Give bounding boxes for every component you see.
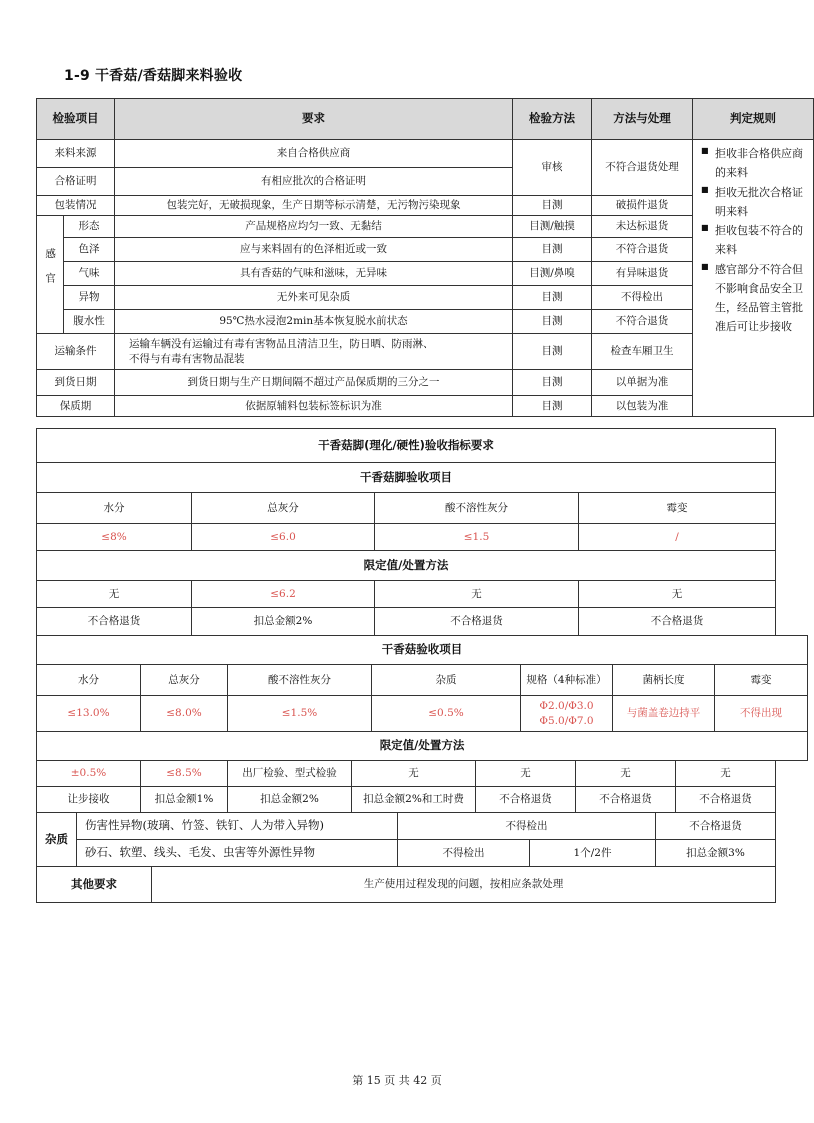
impurity-label: 杂质 xyxy=(37,813,77,867)
cap-handling-action: 不合格退货 xyxy=(476,787,576,813)
stem-handling-limit: ≤6.2 xyxy=(192,581,375,608)
row-package-method: 目测 xyxy=(513,196,592,216)
stem-handling-action: 不合格退货 xyxy=(375,608,579,636)
row-shape-handling: 未达标退货 xyxy=(592,216,693,238)
row-package-name: 包装情况 xyxy=(37,196,115,216)
cap-handling-limit: 无 xyxy=(676,761,776,787)
row-smell-req: 具有香菇的气味和滋味，无异味 xyxy=(115,262,513,286)
cap-limit: 与菌盖卷边持平 xyxy=(613,696,715,732)
stem-indicator-table xyxy=(36,428,776,636)
cap-col: 酸不溶性灰分 xyxy=(228,665,372,696)
stem-limit: ≤1.5 xyxy=(375,524,579,551)
judgement-rules xyxy=(693,140,814,417)
row-color-method: 目测 xyxy=(513,238,592,262)
stem-handling-action: 扣总金额2% xyxy=(192,608,375,636)
cap-handling-limit: 无 xyxy=(576,761,676,787)
row-arrival-handling: 以单据为准 xyxy=(592,370,693,396)
other-text: 生产使用过程发现的问题，按相应条款处理 xyxy=(152,867,776,903)
impurity-external-limit: 不得检出 xyxy=(398,840,530,867)
impurity-external-limit2: 1个/2件 xyxy=(530,840,656,867)
cap-limit: 不得出现 xyxy=(715,696,808,732)
cap-col: 杂质 xyxy=(372,665,521,696)
row-transport-handling: 检查车厢卫生 xyxy=(592,334,693,370)
row-package-handling: 破损件退货 xyxy=(592,196,693,216)
cap-col: 水分 xyxy=(37,665,141,696)
row-shape-name: 形态 xyxy=(64,216,115,238)
row-transport-method: 目测 xyxy=(513,334,592,370)
row-color-req: 应与来料固有的色泽相近或一致 xyxy=(115,238,513,262)
row-foreign-name: 异物 xyxy=(64,286,115,310)
cap-indicator-table xyxy=(36,635,808,761)
impurity-harmful-action: 不合格退货 xyxy=(656,813,776,840)
row-smell-handling: 有异味退货 xyxy=(592,262,693,286)
row-shape-method: 目测/触摸 xyxy=(513,216,592,238)
cap-handling-table xyxy=(36,760,776,813)
row-source-handling: 不符合退货处理 xyxy=(592,140,693,196)
rule-item: ■ 感官部分不符合但不影响食品安全卫生，经品管主管批准后可让步接收 xyxy=(701,260,807,337)
row-arrival-req: 到货日期与生产日期间隔不超过产品保质期的三分之一 xyxy=(115,370,513,396)
row-source-method: 审核 xyxy=(513,140,592,196)
row-shelf-method: 目测 xyxy=(513,396,592,417)
stem-handling-action: 不合格退货 xyxy=(579,608,776,636)
row-shelf-req: 依据原辅料包装标签标识为准 xyxy=(115,396,513,417)
cap-handling-action: 不合格退货 xyxy=(676,787,776,813)
cap-handling-action: 扣总金额1% xyxy=(141,787,228,813)
stem-handling-limit: 无 xyxy=(37,581,192,608)
header-item: 检验项目 xyxy=(37,99,115,140)
row-cert-name: 合格证明 xyxy=(37,168,115,196)
rule-item: ■ 拒收非合格供应商的来料 xyxy=(701,144,807,183)
impurity-harmful-desc: 伤害性异物(玻璃、竹签、铁钉、人为带入异物) xyxy=(77,813,398,840)
sensory-label: 感官 xyxy=(37,216,64,334)
row-arrival-name: 到货日期 xyxy=(37,370,115,396)
cap-handling-limit: ≤8.5% xyxy=(141,761,228,787)
row-shape-req: 产品规格应均匀一致、无黏结 xyxy=(115,216,513,238)
cap-handling-action: 让步接收 xyxy=(37,787,141,813)
impurity-table xyxy=(36,812,776,867)
cap-limit: ≤13.0% xyxy=(37,696,141,732)
impurity-external-desc: 砂石、软塑、线头、毛发、虫害等外源性异物 xyxy=(77,840,398,867)
cap-col: 总灰分 xyxy=(141,665,228,696)
row-foreign-req: 无外来可见杂质 xyxy=(115,286,513,310)
cap-subtitle: 干香菇验收项目 xyxy=(37,636,808,665)
page-number: 第 15 页 共 42 页 xyxy=(352,1074,442,1087)
stem-limit: ≤6.0 xyxy=(192,524,375,551)
stem-limit: ≤8% xyxy=(37,524,192,551)
cap-limit: ≤8.0% xyxy=(141,696,228,732)
header-rule: 判定规则 xyxy=(693,99,814,140)
row-source-req: 来自合格供应商 xyxy=(115,140,513,168)
cap-handling-action: 扣总金额2% xyxy=(228,787,352,813)
row-package-req: 包装完好，无破损现象，生产日期等标示清楚，无污物污染现象 xyxy=(115,196,513,216)
row-swelling-method: 目测 xyxy=(513,310,592,334)
row-swelling-req: 95℃热水浸泡2min基本恢复脱水前状态 xyxy=(115,310,513,334)
row-transport-name: 运输条件 xyxy=(37,334,115,370)
rule-item: ■ 拒收无批次合格证明来料 xyxy=(701,183,807,222)
row-transport-req: 运输车辆没有运输过有毒有害物品且清洁卫生，防日晒、防雨淋、 不得与有毒有害物品混装 xyxy=(115,334,513,370)
section-title: 1-9 干香菇/香菇脚来料验收 xyxy=(64,68,243,84)
stem-handling-title: 限定值/处置方法 xyxy=(37,551,776,581)
cap-col: 规格（4种标准） xyxy=(521,665,613,696)
row-cert-req: 有相应批次的合格证明 xyxy=(115,168,513,196)
cap-limit: ≤1.5% xyxy=(228,696,372,732)
cap-handling-limit: 无 xyxy=(352,761,476,787)
stem-handling-limit: 无 xyxy=(579,581,776,608)
cap-limit: ≤0.5% xyxy=(372,696,521,732)
row-foreign-handling: 不得检出 xyxy=(592,286,693,310)
stem-col: 霉变 xyxy=(579,493,776,524)
impurity-harmful-limit: 不得检出 xyxy=(398,813,656,840)
stem-col: 酸不溶性灰分 xyxy=(375,493,579,524)
other-label: 其他要求 xyxy=(37,867,152,903)
stem-table-title: 干香菇脚(理化/硬性)验收指标要求 xyxy=(37,429,776,463)
row-color-handling: 不符合退货 xyxy=(592,238,693,262)
row-color-name: 色泽 xyxy=(64,238,115,262)
row-foreign-method: 目测 xyxy=(513,286,592,310)
cap-handling-title: 限定值/处置方法 xyxy=(37,732,808,761)
row-source-name: 来料来源 xyxy=(37,140,115,168)
stem-subtitle: 干香菇脚验收项目 xyxy=(37,463,776,493)
row-swelling-name: 腹水性 xyxy=(64,310,115,334)
row-shelf-name: 保质期 xyxy=(37,396,115,417)
row-smell-name: 气味 xyxy=(64,262,115,286)
row-shelf-handling: 以包装为准 xyxy=(592,396,693,417)
row-swelling-handling: 不符合退货 xyxy=(592,310,693,334)
stem-handling-action: 不合格退货 xyxy=(37,608,192,636)
header-handling: 方法与处理 xyxy=(592,99,693,140)
impurity-external-action: 扣总金额3% xyxy=(656,840,776,867)
cap-col: 菌柄长度 xyxy=(613,665,715,696)
stem-handling-limit: 无 xyxy=(375,581,579,608)
cap-handling-limit: 无 xyxy=(476,761,576,787)
cap-handling-action: 扣总金额2%和工时费 xyxy=(352,787,476,813)
stem-limit: / xyxy=(579,524,776,551)
rule-item: ■ 拒收包装不符合的来料 xyxy=(701,221,807,260)
row-smell-method: 目测/鼻嗅 xyxy=(513,262,592,286)
cap-handling-action: 不合格退货 xyxy=(576,787,676,813)
header-requirement: 要求 xyxy=(115,99,513,140)
header-method: 检验方法 xyxy=(513,99,592,140)
other-requirements-table xyxy=(36,866,776,903)
row-arrival-method: 目测 xyxy=(513,370,592,396)
cap-handling-limit: 出厂检验、型式检验 xyxy=(228,761,352,787)
cap-limit-spec: Φ2.0/Φ3.0 Φ5.0/Φ7.0 xyxy=(521,696,613,732)
stem-col: 总灰分 xyxy=(192,493,375,524)
cap-handling-limit: ±0.5% xyxy=(37,761,141,787)
stem-col: 水分 xyxy=(37,493,192,524)
cap-col: 霉变 xyxy=(715,665,808,696)
inspection-table xyxy=(36,98,814,417)
